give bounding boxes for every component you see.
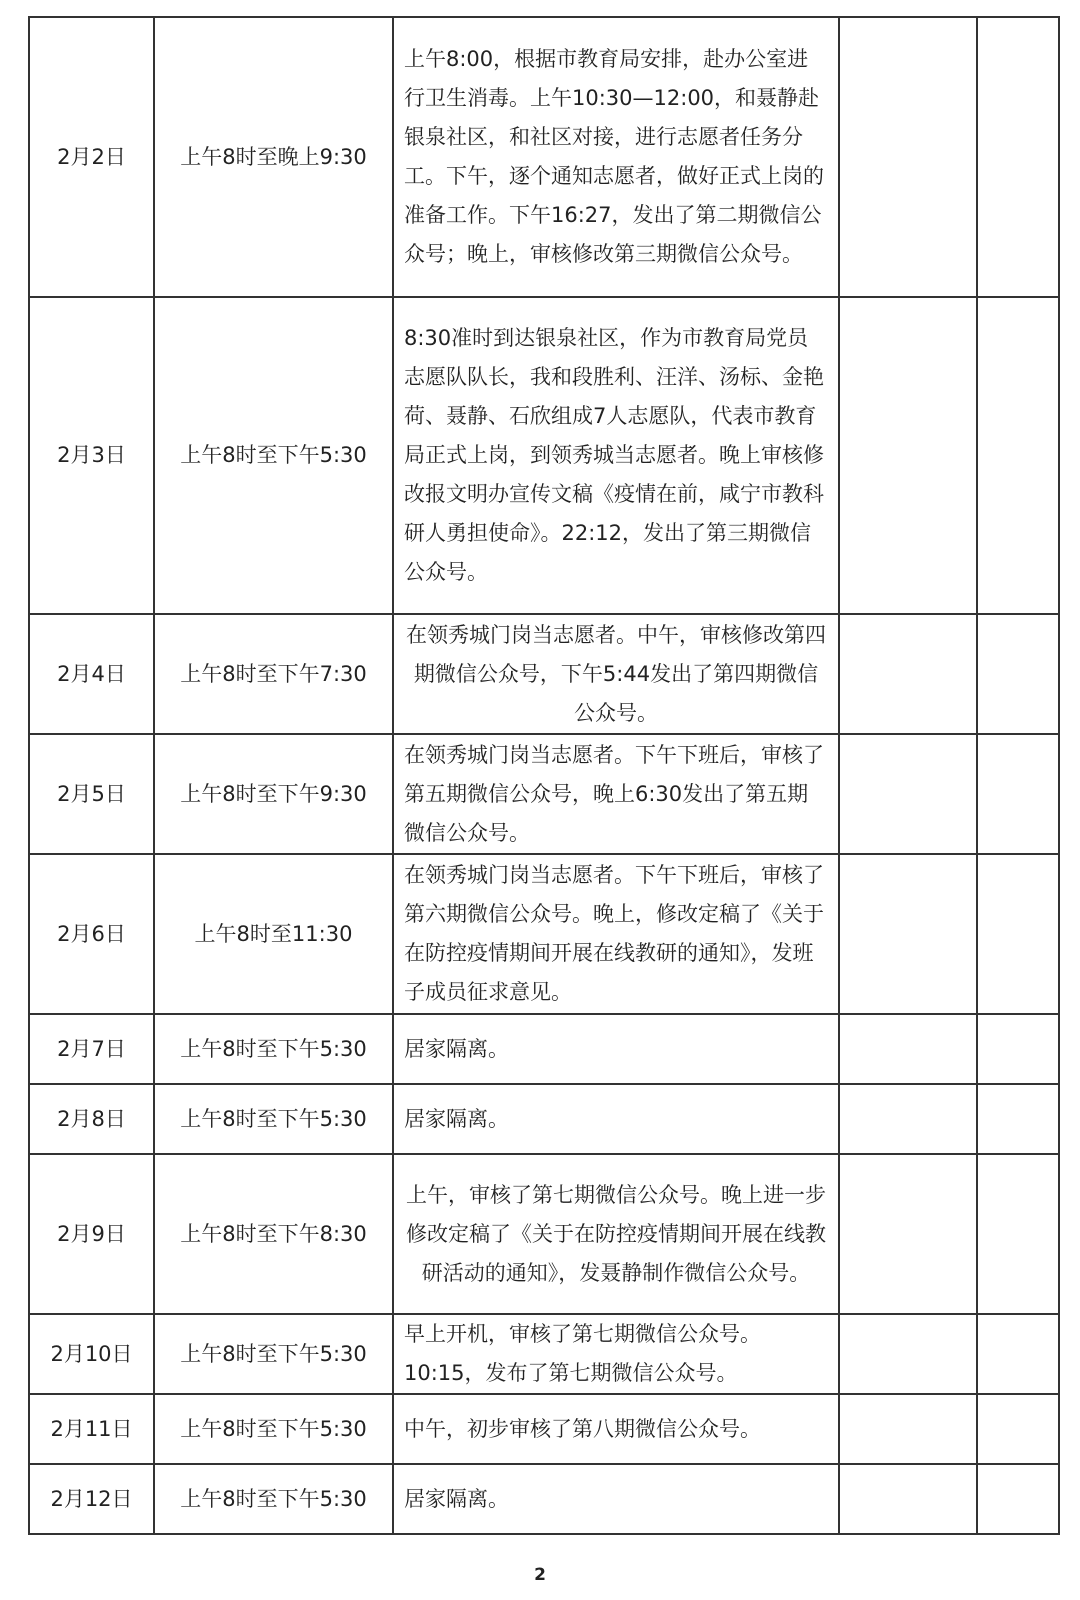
empty-cell	[839, 1464, 977, 1534]
date-cell: 2月4日	[29, 614, 154, 734]
empty-cell	[977, 854, 1059, 1014]
time-range-cell: 上午8时至下午7:30	[154, 614, 393, 734]
date-cell: 2月11日	[29, 1394, 154, 1464]
description-cell: 在领秀城门岗当志愿者。中午，审核修改第四期微信公众号，下午5:44发出了第四期微信公众号。	[393, 614, 839, 734]
time-range-cell: 上午8时至晚上9:30	[154, 17, 393, 297]
description-cell: 居家隔离。	[393, 1464, 839, 1534]
time-range-cell: 上午8时至下午9:30	[154, 734, 393, 854]
empty-cell	[977, 1394, 1059, 1464]
date-cell: 2月12日	[29, 1464, 154, 1534]
empty-cell	[839, 1154, 977, 1314]
date-cell: 2月5日	[29, 734, 154, 854]
time-range-cell: 上午8时至下午8:30	[154, 1154, 393, 1314]
description-cell: 上午8:00，根据市教育局安排，赴办公室进行卫生消毒。上午10:30—12:00，和聂静赴银泉社区，和社区对接，进行志愿者任务分工。下午，逐个通知志愿者，做好正式上岗的准备工作。下午16:27，发出了第二期微信公众号；晚上，审核修改第三期微信公众号。	[393, 17, 839, 297]
empty-cell	[977, 1084, 1059, 1154]
date-cell: 2月6日	[29, 854, 154, 1014]
time-range-cell: 上午8时至下午5:30	[154, 1014, 393, 1084]
table-row	[29, 734, 1059, 854]
description-cell: 居家隔离。	[393, 1084, 839, 1154]
time-range-cell: 上午8时至下午5:30	[154, 1394, 393, 1464]
empty-cell	[977, 297, 1059, 614]
work-log-table	[28, 16, 1060, 1535]
description-cell: 上午，审核了第七期微信公众号。晚上进一步修改定稿了《关于在防控疫情期间开展在线教研活动的通知》，发聂静制作微信公众号。	[393, 1154, 839, 1314]
description-cell: 在领秀城门岗当志愿者。下午下班后，审核了第六期微信公众号。晚上，修改定稿了《关于在防控疫情期间开展在线教研的通知》，发班子成员征求意见。	[393, 854, 839, 1014]
table-row	[29, 1154, 1059, 1314]
table-row	[29, 1314, 1059, 1394]
date-cell: 2月8日	[29, 1084, 154, 1154]
table-row	[29, 1084, 1059, 1154]
date-cell: 2月2日	[29, 17, 154, 297]
empty-cell	[977, 614, 1059, 734]
time-range-cell: 上午8时至下午5:30	[154, 1084, 393, 1154]
description-cell: 在领秀城门岗当志愿者。下午下班后，审核了第五期微信公众号，晚上6:30发出了第五期微信公众号。	[393, 734, 839, 854]
empty-cell	[977, 1314, 1059, 1394]
table-row	[29, 297, 1059, 614]
date-cell: 2月9日	[29, 1154, 154, 1314]
empty-cell	[977, 1014, 1059, 1084]
work-log-body	[29, 17, 1059, 1534]
table-row	[29, 1394, 1059, 1464]
date-cell: 2月3日	[29, 297, 154, 614]
empty-cell	[977, 17, 1059, 297]
table-row	[29, 854, 1059, 1014]
page-number: 2	[534, 1565, 546, 1585]
empty-cell	[839, 614, 977, 734]
empty-cell	[977, 1464, 1059, 1534]
time-range-cell: 上午8时至下午5:30	[154, 1464, 393, 1534]
empty-cell	[839, 1084, 977, 1154]
table-row	[29, 1464, 1059, 1534]
empty-cell	[839, 1314, 977, 1394]
table-row	[29, 614, 1059, 734]
date-cell: 2月10日	[29, 1314, 154, 1394]
table-row	[29, 17, 1059, 297]
empty-cell	[839, 1394, 977, 1464]
empty-cell	[839, 854, 977, 1014]
date-cell: 2月7日	[29, 1014, 154, 1084]
time-range-cell: 上午8时至下午5:30	[154, 1314, 393, 1394]
description-cell: 中午，初步审核了第八期微信公众号。	[393, 1394, 839, 1464]
empty-cell	[839, 1014, 977, 1084]
empty-cell	[839, 734, 977, 854]
table-row	[29, 1014, 1059, 1084]
empty-cell	[839, 17, 977, 297]
empty-cell	[977, 734, 1059, 854]
description-cell: 居家隔离。	[393, 1014, 839, 1084]
empty-cell	[977, 1154, 1059, 1314]
time-range-cell: 上午8时至11:30	[154, 854, 393, 1014]
empty-cell	[839, 297, 977, 614]
time-range-cell: 上午8时至下午5:30	[154, 297, 393, 614]
description-cell: 8:30准时到达银泉社区，作为市教育局党员志愿队队长，我和段胜利、汪洋、汤标、金艳荷、聂静、石欣组成7人志愿队，代表市教育局正式上岗，到领秀城当志愿者。晚上审核修改报文明办宣传文稿《疫情在前，咸宁市教科研人勇担使命》。22:12，发出了第三期微信公众号。	[393, 297, 839, 614]
description-cell: 早上开机，审核了第七期微信公众号。10:15，发布了第七期微信公众号。	[393, 1314, 839, 1394]
